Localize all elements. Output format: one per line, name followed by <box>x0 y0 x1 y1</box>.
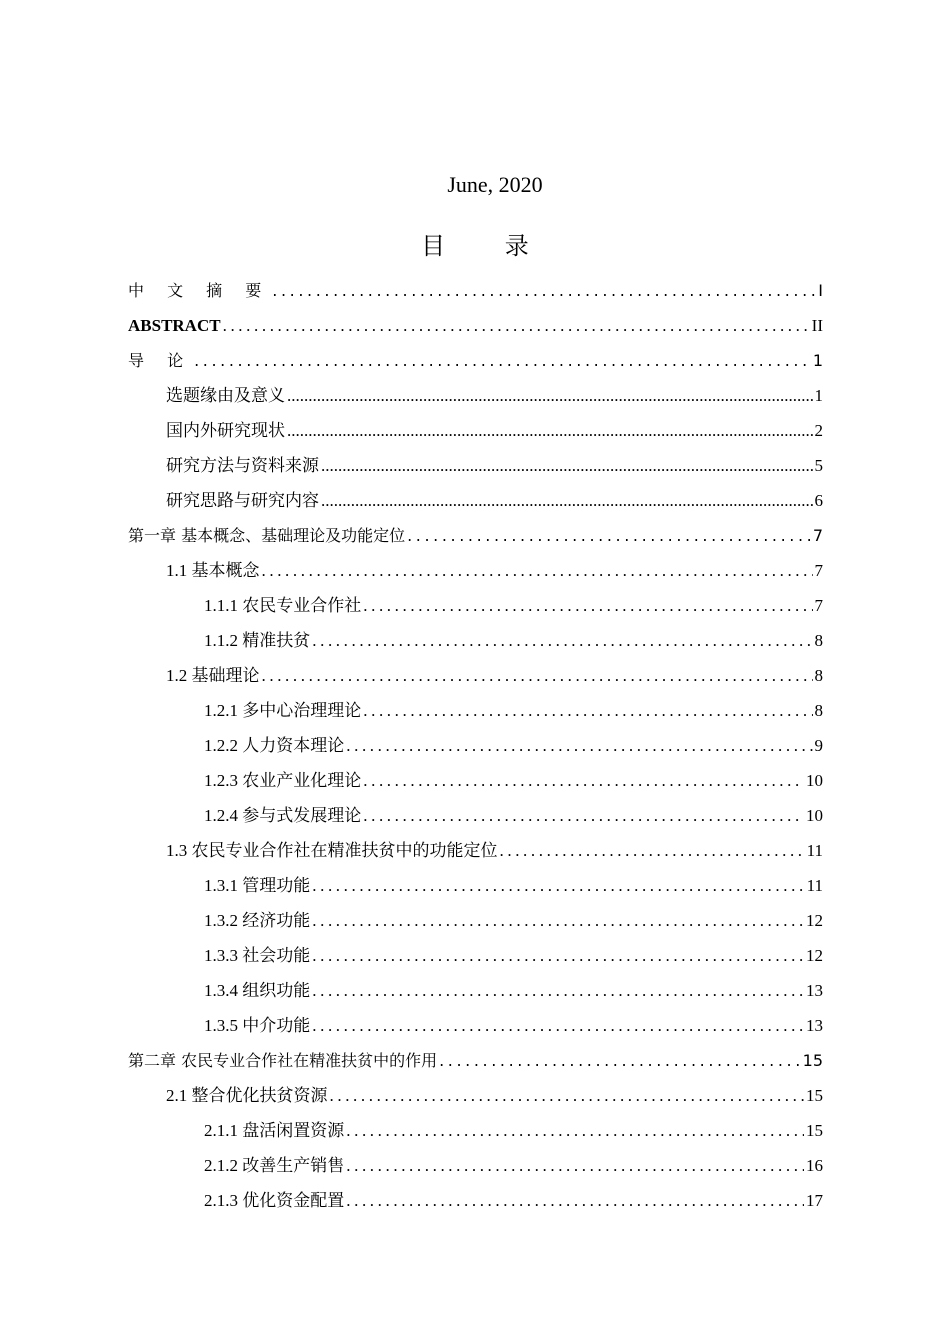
toc-entry-page: 17 <box>806 1191 823 1210</box>
toc-entry[interactable] <box>128 1043 823 1078</box>
toc-entry-label: 1.2.3 农业产业化理论 <box>204 771 362 790</box>
toc-entry[interactable] <box>204 1008 823 1043</box>
toc-entry-label: 选题缘由及意义 <box>166 386 285 405</box>
toc-entry-label: 1.1.1 农民专业合作社 <box>204 596 362 615</box>
toc-entry[interactable] <box>128 343 823 378</box>
toc-entry[interactable] <box>166 658 823 693</box>
toc-entry[interactable] <box>128 273 823 308</box>
toc-entry-page: 9 <box>814 736 823 755</box>
thesis-date: June, 2020 <box>447 172 543 197</box>
toc-entry-label: 1.3 农民专业合作社在精准扶贫中的功能定位 <box>166 841 498 860</box>
toc-entry-page: 15 <box>802 1051 823 1070</box>
toc-entry[interactable] <box>204 693 823 728</box>
toc-entry-page: 15 <box>806 1121 823 1140</box>
toc-entry[interactable] <box>166 553 823 588</box>
toc-entry-label: 研究思路与研究内容 <box>166 491 319 510</box>
toc-entry[interactable] <box>166 413 823 448</box>
toc-entry-label: 1.2 基础理论 <box>166 666 260 685</box>
toc-entry[interactable] <box>204 938 823 973</box>
toc-entry-page: 11 <box>806 841 823 860</box>
toc-entry[interactable] <box>128 308 823 343</box>
toc-leader <box>500 833 805 868</box>
toc-entry-label: 1.3.4 组织功能 <box>204 981 311 1000</box>
toc-entry-label: 第一章 基本概念、基础理论及功能定位 <box>128 526 406 545</box>
toc-entry-label: 1.1 基本概念 <box>166 561 260 580</box>
toc-entry[interactable] <box>128 518 823 553</box>
toc-entry[interactable] <box>204 588 823 623</box>
toc-entry-page: I <box>818 281 823 300</box>
toc-leader <box>262 553 813 588</box>
toc-leader <box>407 518 811 553</box>
toc-leader <box>346 1148 804 1183</box>
toc-entry-page: 12 <box>806 911 823 930</box>
toc-entry[interactable] <box>166 1078 823 1113</box>
toc-entry-label: 2.1.2 改善生产销售 <box>204 1156 345 1175</box>
toc-leader <box>312 903 804 938</box>
toc-leader <box>363 798 804 833</box>
toc-leader <box>321 483 813 518</box>
toc-entry-page: 11 <box>806 876 823 895</box>
toc-entry-page: 8 <box>814 666 823 685</box>
toc-entry-label: 1.3.5 中介功能 <box>204 1016 311 1035</box>
toc-entry[interactable] <box>204 1113 823 1148</box>
toc-entry-label: 导 论 <box>128 351 193 370</box>
toc-entry[interactable] <box>204 1183 823 1218</box>
toc-leader <box>312 938 804 973</box>
toc-leader <box>363 588 812 623</box>
toc-entry-label: 1.1.2 精准扶贫 <box>204 631 311 650</box>
toc-leader <box>312 973 804 1008</box>
toc-leader <box>346 728 812 763</box>
toc-entry-label: 2.1 整合优化扶贫资源 <box>166 1086 328 1105</box>
toc-entry-label: 1.3.3 社会功能 <box>204 946 311 965</box>
toc-entry[interactable] <box>204 903 823 938</box>
toc-entry-page: 7 <box>814 561 823 580</box>
toc-entry-page: 10 <box>806 806 823 825</box>
toc-entry-page: 6 <box>814 491 823 510</box>
toc-leader <box>363 693 812 728</box>
toc-leader <box>346 1113 804 1148</box>
toc-entry-label: 1.2.1 多中心治理理论 <box>204 701 362 720</box>
toc-entry-page: II <box>811 316 823 335</box>
toc-entry-page: 13 <box>806 981 823 1000</box>
toc-leader <box>262 658 813 693</box>
toc-leader <box>223 308 810 343</box>
toc-leader <box>272 273 816 308</box>
toc-entry-label: 研究方法与资料来源 <box>166 456 319 475</box>
toc-entry[interactable] <box>204 798 823 833</box>
toc-entry-label: 1.2.4 参与式发展理论 <box>204 806 362 825</box>
toc-entry-page: 2 <box>814 421 823 440</box>
toc-leader <box>321 448 813 483</box>
toc-entry-page: 5 <box>814 456 823 475</box>
toc-entry-page: 1 <box>814 386 823 405</box>
toc-entry-page: 16 <box>806 1156 823 1175</box>
toc-entry[interactable] <box>204 1148 823 1183</box>
toc-leader <box>312 868 804 903</box>
toc-entry-page: 10 <box>806 771 823 790</box>
toc-entry[interactable] <box>204 973 823 1008</box>
toc-entry[interactable] <box>204 728 823 763</box>
toc-leader <box>346 1183 804 1218</box>
toc-entry-page: 7 <box>812 526 823 545</box>
toc-entry-label: 1.2.2 人力资本理论 <box>204 736 345 755</box>
toc-entry-label: 第二章 农民专业合作社在精准扶贫中的作用 <box>128 1051 438 1070</box>
toc-leader <box>363 763 804 798</box>
toc-entry-page: 1 <box>812 351 823 370</box>
toc-leader <box>330 1078 805 1113</box>
toc-entry-label: 2.1.1 盘活闲置资源 <box>204 1121 345 1140</box>
toc-entry-page: 12 <box>806 946 823 965</box>
toc-entry[interactable] <box>166 483 823 518</box>
toc-entry-page: 8 <box>814 701 823 720</box>
toc-entry-label: 1.3.1 管理功能 <box>204 876 311 895</box>
toc-entry-page: 15 <box>806 1086 823 1105</box>
toc-entry[interactable] <box>204 623 823 658</box>
toc-entry[interactable] <box>204 868 823 903</box>
toc-leader <box>194 343 811 378</box>
toc-entry-label: 国内外研究现状 <box>166 421 285 440</box>
toc-entry[interactable] <box>204 763 823 798</box>
toc-leader <box>287 378 813 413</box>
toc-entry[interactable] <box>166 833 823 868</box>
toc-entry-label: 1.3.2 经济功能 <box>204 911 311 930</box>
toc-entry-label: 中 文 摘 要 <box>128 281 271 300</box>
toc-entry[interactable] <box>166 448 823 483</box>
toc-entry-label: ABSTRACT <box>128 316 221 335</box>
toc-entry[interactable] <box>166 378 823 413</box>
toc-entry-page: 7 <box>814 596 823 615</box>
toc-leader <box>312 623 812 658</box>
toc-entry-page: 8 <box>814 631 823 650</box>
toc-leader <box>439 1043 801 1078</box>
toc-entry-page: 13 <box>806 1016 823 1035</box>
toc-entry-label: 2.1.3 优化资金配置 <box>204 1191 345 1210</box>
toc-leader <box>312 1008 804 1043</box>
toc-leader <box>287 413 813 448</box>
toc-title: 目 录 <box>421 232 555 260</box>
